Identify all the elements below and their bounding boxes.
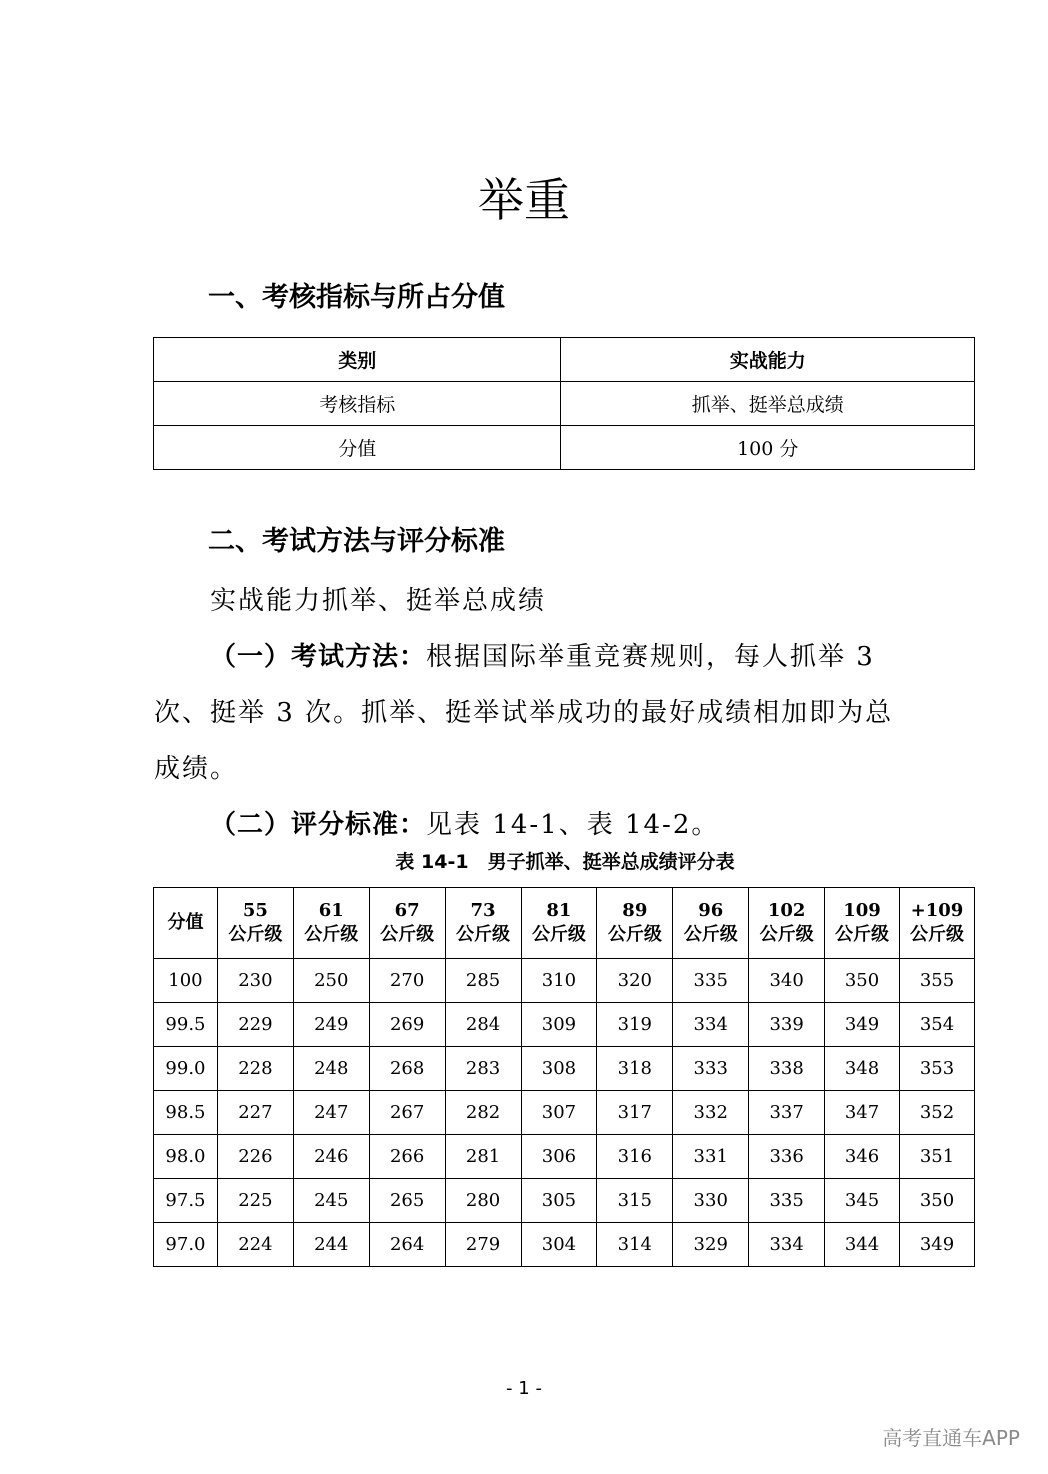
total-cell: 314 (597, 1223, 673, 1267)
section-heading-2: 二、考试方法与评分标准 (208, 526, 505, 557)
total-cell: 351 (899, 1135, 974, 1179)
header-weight-class (369, 888, 445, 959)
header-weight-class (749, 888, 825, 959)
weight-unit: 公斤级 (909, 924, 964, 945)
total-cell: 227 (217, 1091, 293, 1135)
total-cell: 339 (749, 1003, 825, 1047)
score-cell: 99.5 (154, 1003, 218, 1047)
table-row (154, 382, 975, 426)
total-cell: 285 (445, 959, 521, 1003)
method-label: （一）考试方法： (210, 642, 427, 672)
weight-value: 67 (394, 900, 420, 921)
page-number: - 1 - (506, 1378, 542, 1399)
total-cell: 336 (749, 1135, 825, 1179)
total-cell: 354 (899, 1003, 974, 1047)
table-header-row (154, 888, 975, 959)
total-cell: 282 (445, 1091, 521, 1135)
total-cell: 249 (293, 1003, 369, 1047)
weight-unit: 公斤级 (607, 924, 662, 945)
header-score: 分值 (154, 888, 218, 959)
total-cell: 350 (899, 1179, 974, 1223)
total-cell: 284 (445, 1003, 521, 1047)
total-cell: 304 (521, 1223, 597, 1267)
table-row (154, 1047, 975, 1091)
total-cell: 226 (217, 1135, 293, 1179)
total-cell: 264 (369, 1223, 445, 1267)
weight-unit: 公斤级 (456, 924, 511, 945)
total-cell: 280 (445, 1179, 521, 1223)
table-row (154, 1003, 975, 1047)
total-cell: 332 (673, 1091, 749, 1135)
total-cell: 319 (597, 1003, 673, 1047)
total-cell: 337 (749, 1091, 825, 1135)
intro-text: 实战能力抓举、挺举总成绩 (210, 586, 547, 616)
total-cell: 224 (217, 1223, 293, 1267)
row-value: 100 分 (561, 426, 975, 470)
total-cell: 344 (825, 1223, 900, 1267)
method-line-2: 次、挺举 3 次。抓举、挺举试举成功的最好成绩相加即为总 (154, 698, 894, 728)
header-weight-class (673, 888, 749, 959)
header-weight-class (825, 888, 900, 959)
total-cell: 350 (825, 959, 900, 1003)
weight-value: +109 (910, 900, 964, 921)
indicator-table (153, 337, 975, 470)
total-cell: 333 (673, 1047, 749, 1091)
weight-unit: 公斤级 (380, 924, 435, 945)
score-cell: 97.0 (154, 1223, 218, 1267)
page-title: 举重 (478, 173, 570, 227)
total-cell: 250 (293, 959, 369, 1003)
row-label: 分值 (154, 426, 561, 470)
total-cell: 229 (217, 1003, 293, 1047)
section-heading-1: 一、考核指标与所占分值 (208, 282, 505, 313)
total-cell: 281 (445, 1135, 521, 1179)
header-weight-class (597, 888, 673, 959)
total-cell: 330 (673, 1179, 749, 1223)
weight-value: 81 (546, 900, 572, 921)
score-cell: 98.5 (154, 1091, 218, 1135)
total-cell: 245 (293, 1179, 369, 1223)
weight-value: 61 (318, 900, 344, 921)
total-cell: 334 (673, 1003, 749, 1047)
total-cell: 316 (597, 1135, 673, 1179)
weight-value: 102 (767, 900, 806, 921)
score-cell: 98.0 (154, 1135, 218, 1179)
total-cell: 349 (899, 1223, 974, 1267)
total-cell: 318 (597, 1047, 673, 1091)
header-weight-class (521, 888, 597, 959)
weight-value: 96 (698, 900, 724, 921)
header-combat-ability: 实战能力 (561, 338, 975, 382)
table-row (154, 1223, 975, 1267)
total-cell: 248 (293, 1047, 369, 1091)
total-cell: 307 (521, 1091, 597, 1135)
total-cell: 247 (293, 1091, 369, 1135)
total-cell: 353 (899, 1047, 974, 1091)
total-cell: 355 (899, 959, 974, 1003)
total-cell: 317 (597, 1091, 673, 1135)
standard-label: （二）评分标准： (210, 810, 427, 840)
total-cell: 320 (597, 959, 673, 1003)
table-row (154, 1135, 975, 1179)
total-cell: 345 (825, 1179, 900, 1223)
header-weight-class (293, 888, 369, 959)
weight-unit: 公斤级 (531, 924, 586, 945)
weight-unit: 公斤级 (304, 924, 359, 945)
weight-value: 55 (242, 900, 268, 921)
table-row (154, 1091, 975, 1135)
total-cell: 279 (445, 1223, 521, 1267)
total-cell: 352 (899, 1091, 974, 1135)
standard-line (210, 804, 719, 841)
method-line-3: 成绩。 (154, 754, 239, 784)
total-cell: 267 (369, 1091, 445, 1135)
weight-value: 89 (622, 900, 648, 921)
weight-value: 73 (470, 900, 496, 921)
weight-unit: 公斤级 (835, 924, 890, 945)
total-cell: 338 (749, 1047, 825, 1091)
method-line-1 (210, 636, 875, 673)
total-cell: 315 (597, 1179, 673, 1223)
total-cell: 308 (521, 1047, 597, 1091)
total-cell: 305 (521, 1179, 597, 1223)
method-text-1: 根据国际举重竞赛规则，每人抓举 3 (426, 642, 875, 672)
total-cell: 283 (445, 1047, 521, 1091)
header-weight-class (899, 888, 974, 959)
total-cell: 331 (673, 1135, 749, 1179)
score-cell: 100 (154, 959, 218, 1003)
table-row (154, 426, 975, 470)
row-value: 抓举、挺举总成绩 (561, 382, 975, 426)
total-cell: 244 (293, 1223, 369, 1267)
total-cell: 329 (673, 1223, 749, 1267)
weight-unit: 公斤级 (683, 924, 738, 945)
total-cell: 228 (217, 1047, 293, 1091)
header-category: 类别 (154, 338, 561, 382)
total-cell: 335 (749, 1179, 825, 1223)
table-row (154, 959, 975, 1003)
table-header-row (154, 338, 975, 382)
weight-value: 109 (843, 900, 881, 921)
total-cell: 347 (825, 1091, 900, 1135)
total-cell: 268 (369, 1047, 445, 1091)
total-cell: 270 (369, 959, 445, 1003)
row-label: 考核指标 (154, 382, 561, 426)
score-cell: 97.5 (154, 1179, 218, 1223)
total-cell: 225 (217, 1179, 293, 1223)
table-caption: 表 14-1 男子抓举、挺举总成绩评分表 (395, 851, 735, 873)
header-weight-class (217, 888, 293, 959)
total-cell: 335 (673, 959, 749, 1003)
total-cell: 266 (369, 1135, 445, 1179)
standard-text: 见表 14-1、表 14-2。 (426, 810, 720, 840)
total-cell: 309 (521, 1003, 597, 1047)
total-cell: 306 (521, 1135, 597, 1179)
total-cell: 340 (749, 959, 825, 1003)
total-cell: 348 (825, 1047, 900, 1091)
score-table (153, 887, 975, 1267)
table-row (154, 1179, 975, 1223)
total-cell: 265 (369, 1179, 445, 1223)
header-weight-class (445, 888, 521, 959)
total-cell: 230 (217, 959, 293, 1003)
total-cell: 269 (369, 1003, 445, 1047)
total-cell: 346 (825, 1135, 900, 1179)
weight-unit: 公斤级 (759, 924, 814, 945)
total-cell: 334 (749, 1223, 825, 1267)
watermark: 高考直通车APP (882, 1426, 1020, 1450)
total-cell: 310 (521, 959, 597, 1003)
score-cell: 99.0 (154, 1047, 218, 1091)
total-cell: 349 (825, 1003, 900, 1047)
total-cell: 246 (293, 1135, 369, 1179)
weight-unit: 公斤级 (228, 924, 283, 945)
